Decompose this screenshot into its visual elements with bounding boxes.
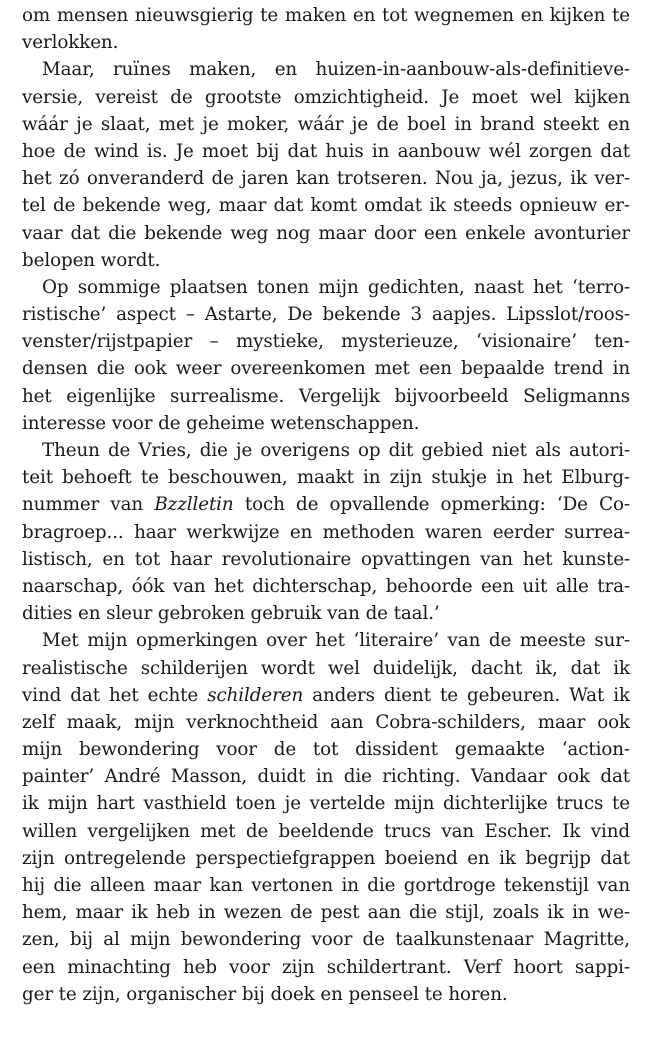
paragraph	[22, 437, 630, 627]
line-text: hem, maar ik heb in wezen de pest aan die stijl, zoals ik in we-	[22, 902, 630, 924]
text-line	[22, 464, 630, 491]
text-line	[22, 818, 630, 845]
text-line	[22, 138, 630, 165]
text-line	[22, 437, 630, 464]
text-line	[22, 2, 630, 29]
text-line	[22, 546, 630, 573]
line-text: dities en sleur gebroken gebruik van de taal.’	[22, 603, 440, 625]
text-line	[22, 491, 630, 518]
text-line	[22, 29, 630, 56]
text-line	[22, 84, 630, 111]
text-line	[22, 383, 630, 410]
line-text: ik mijn hart vasthield toen je vertelde mijn dichterlijke trucs te	[22, 793, 630, 815]
line-text: zelf maak, mijn verknochtheid aan Cobra-schilders, maar ook	[22, 711, 630, 733]
text-line	[22, 682, 630, 709]
line-text: belopen wordt.	[22, 249, 161, 271]
text-line	[22, 655, 630, 682]
line-text: ger te zijn, organischer bij doek en penseel te horen.	[22, 983, 508, 1005]
paragraph	[22, 56, 630, 274]
text-line	[22, 573, 630, 600]
text-line	[22, 519, 630, 546]
text-line	[22, 328, 630, 355]
line-text: hij die alleen maar kan vertonen in die gortdroge tekenstijl van	[22, 875, 630, 896]
text-line	[22, 192, 630, 219]
line-text: om mensen nieuwsgierig te maken en tot wegnemen en kijken te	[22, 5, 630, 26]
text-line	[22, 845, 630, 872]
line-text: densen die ook weer overeenkomen met een bepaalde trend in	[22, 358, 630, 380]
line-text: zijn ontregelende perspectiefgrappen boeiend en ik begrijp dat	[22, 847, 630, 869]
line-text: painter’ André Masson, duidt in die richting. Vandaar ook dat	[22, 766, 630, 788]
text-line	[22, 111, 630, 138]
line-text: listisch, en tot haar revolutionaire opvattingen van het kunste-	[22, 548, 630, 570]
line-text: verlokken.	[22, 32, 119, 54]
text-line	[22, 899, 630, 926]
line-text: nummer van	[22, 494, 155, 516]
line-text: vaar dat die bekende weg nog maar door een enkele avonturier	[22, 222, 630, 244]
line-text: tel de bekende weg, maar dat komt omdat ik steeds opnieuw er-	[22, 195, 630, 217]
line-text: Theun de Vries, die je overigens op dit gebied niet als autori-	[42, 440, 630, 461]
line-text: mijn bewondering voor de tot dissident gemaakte ‘action-	[22, 739, 630, 761]
text-line	[22, 872, 630, 899]
line-text: het zó onveranderd de jaren kan trotseren. Nou ja, jezus, ik ver-	[22, 168, 630, 190]
text-line	[22, 355, 630, 382]
text-line	[22, 926, 630, 953]
text-line	[22, 220, 630, 247]
line-text: Maar, ruïnes maken, en huizen-in-aanbouw-als-definitieve-	[42, 59, 630, 81]
text-line	[22, 981, 630, 1008]
text-line	[22, 56, 630, 83]
line-text: teit behoeft te beschouwen, maakt in zijn stukje in het Elburg-	[22, 467, 630, 489]
paragraph	[22, 2, 630, 56]
line-text: interesse voor de geheime wetenschappen.	[22, 412, 420, 434]
text-line	[22, 627, 630, 654]
text-line	[22, 736, 630, 763]
line-text: realistische schilderijen wordt wel duidelijk, dacht ik, dat ik	[22, 657, 630, 679]
text-line	[22, 410, 630, 437]
text-line	[22, 954, 630, 981]
text-line	[22, 600, 630, 627]
line-text: het eigenlijke surrealisme. Vergelijk bijvoorbeeld Seligmanns	[22, 385, 630, 407]
text-line	[22, 247, 630, 274]
line-text: vind dat het echte	[22, 684, 208, 706]
line-text: zen, bij al mijn bewondering voor de taalkunstenaar Magritte,	[22, 929, 630, 951]
text-line	[22, 165, 630, 192]
text-line	[22, 790, 630, 817]
paragraph	[22, 627, 630, 1008]
line-text: wáár je slaat, met je moker, wáár je de boel in brand steekt en	[22, 113, 630, 135]
line-text: willen vergelijken met de beeldende trucs van Escher. Ik vind	[22, 820, 630, 842]
line-text: Op sommige plaatsen tonen mijn gedichten, naast het ‘terro-	[42, 276, 630, 298]
line-text: venster/rijstpapier – mystieke, mysterieuze, ‘visionaire’ ten-	[22, 331, 630, 353]
line-text: hoe de wind is. Je moet bij dat huis in aanbouw wél zorgen dat	[22, 140, 630, 162]
text-line	[22, 274, 630, 301]
text-line	[22, 709, 630, 736]
paragraph	[22, 274, 630, 437]
italic-text: Bzzlletin	[154, 494, 234, 516]
line-text: Met mijn opmerkingen over het ‘literaire’ van de meeste sur-	[42, 630, 630, 652]
line-text: versie, vereist de grootste omzichtigheid. Je moet wel kijken	[22, 86, 630, 108]
line-text: naarschap, óók van het dichterschap, behoorde een uit alle tra-	[22, 575, 630, 597]
line-text: bragroep... haar werkwijze en methoden waren eerder surrea-	[22, 521, 630, 543]
line-text: ristische’ aspect – Astarte, De bekende 3 aapjes. Lipsslot/roos-	[22, 304, 630, 326]
line-text: anders dient te gebeuren. Wat ik	[303, 684, 630, 706]
italic-text: schilderen	[207, 684, 304, 706]
text-line	[22, 301, 630, 328]
text-line	[22, 763, 630, 790]
line-text: een minachting heb voor zijn schildertrant. Verf hoort sappi-	[22, 956, 630, 978]
line-text: toch de opvallende opmerking: ‘De Co-	[233, 494, 630, 516]
